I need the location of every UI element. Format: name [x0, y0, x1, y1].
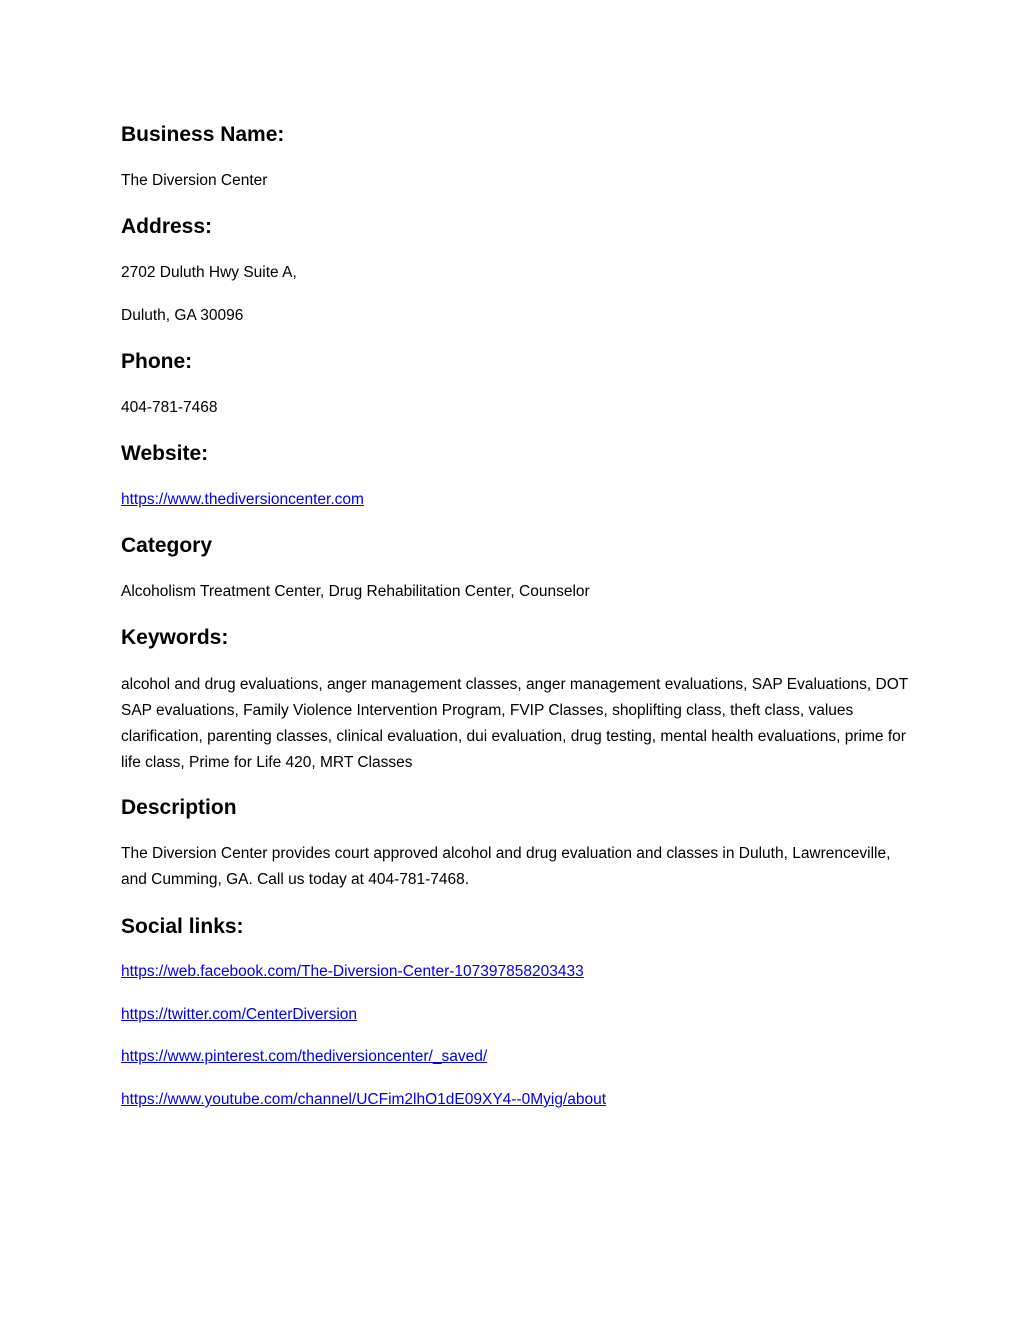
keywords-heading: Keywords: — [121, 626, 229, 649]
social-link-pinterest[interactable]: https://www.pinterest.com/thediversioncenter/_saved/ — [121, 1048, 488, 1065]
description-heading: Description — [121, 796, 237, 819]
keywords-paragraph: alcohol and drug evaluations, anger management classes, anger management evaluations, SAP Evaluations, DOT SAP evaluations, Family Violence Intervention Program, FVIP Classes, shoplifting class, theft class, values clarification, parenting classes, clinical evaluation, dui evaluation, drug testing, mental health evaluations, prime for life class, Prime for Life 420, MRT Classes — [121, 676, 908, 771]
address-line-2: Duluth, GA 30096 — [121, 307, 244, 324]
social-link-facebook[interactable]: https://web.facebook.com/The-Diversion-Center-107397858203433 — [121, 963, 584, 980]
address-heading: Address: — [121, 215, 213, 238]
phone-value: 404-781-7468 — [121, 399, 218, 416]
business-name-value: The Diversion Center — [121, 172, 268, 189]
social-links-heading: Social links: — [121, 915, 244, 938]
website-link[interactable]: https://www.thediversioncenter.com — [121, 491, 364, 508]
website-heading: Website: — [121, 442, 209, 465]
description-paragraph: The Diversion Center provides court approved alcohol and drug evaluation and classes in Duluth, Lawrenceville, and Cumming, GA. Call us today at 404-781-7468. — [121, 845, 891, 888]
address-line-1: 2702 Duluth Hwy Suite A, — [121, 264, 297, 281]
business-name-heading: Business Name: — [121, 123, 285, 146]
phone-heading: Phone: — [121, 350, 193, 373]
social-link-twitter[interactable]: https://twitter.com/CenterDiversion — [121, 1006, 358, 1023]
category-value: Alcoholism Treatment Center, Drug Rehabilitation Center, Counselor — [121, 583, 590, 600]
social-link-youtube[interactable]: https://www.youtube.com/channel/UCFim2lhO1dE09XY4--0Myig/about — [121, 1091, 607, 1108]
category-heading: Category — [121, 534, 213, 557]
